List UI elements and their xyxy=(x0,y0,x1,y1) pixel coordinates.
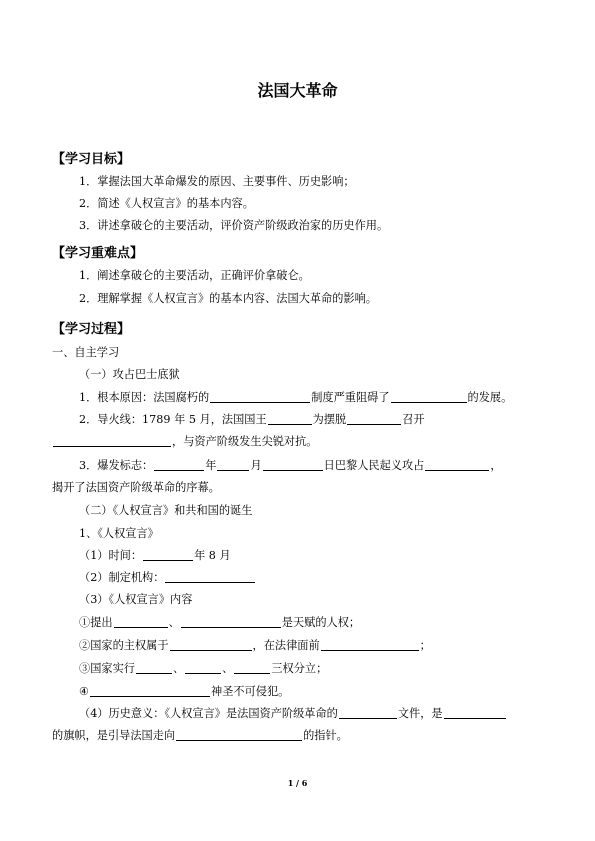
fill-blank[interactable] xyxy=(263,459,323,471)
significance-line-cont: 的旗帜，是引导法国走向 的指针。 xyxy=(52,729,348,742)
content-item-2: ②国家的主权属于 ，在法律面前 ； xyxy=(79,639,431,652)
page-title: 法国大革命 xyxy=(257,81,338,100)
question-3-cont: 揭开了法国资产阶级革命的序幕。 xyxy=(52,481,220,494)
goal-item: 3．讲述拿破仑的主要活动，评价资产阶级政治家的历史作用。 xyxy=(79,219,389,232)
fill-blank[interactable] xyxy=(425,459,489,471)
fill-blank[interactable] xyxy=(339,707,397,719)
fill-blank[interactable] xyxy=(154,459,204,471)
page-number: 1 / 6 xyxy=(287,778,308,788)
fill-blank[interactable] xyxy=(90,685,210,697)
content-heading: （3）《人权宣言》内容 xyxy=(79,593,193,606)
goal-item: 1．掌握法国大革命爆发的原因、主要事件、历史影响； xyxy=(79,175,355,188)
content-item-4: ④ 神圣不可侵犯。 xyxy=(79,685,290,698)
fill-blank[interactable] xyxy=(165,571,255,583)
fill-blank[interactable] xyxy=(444,707,506,719)
fill-blank[interactable] xyxy=(391,391,467,403)
goal-item: 2．简述《人权宣言》的基本内容。 xyxy=(79,197,254,210)
fill-blank[interactable] xyxy=(210,391,310,403)
content-item-1: ①提出 、 是天赋的人权； xyxy=(79,616,361,629)
subsection-heading: （二）《人权宣言》和共和国的诞生 xyxy=(79,504,253,517)
fill-blank[interactable] xyxy=(143,549,193,561)
fill-blank[interactable] xyxy=(347,413,401,425)
fill-blank[interactable] xyxy=(234,662,270,674)
keypoint-item: 2．理解掌握《人权宣言》的基本内容、法国大革命的影响。 xyxy=(79,292,377,305)
fill-blank[interactable] xyxy=(136,662,172,674)
fill-blank[interactable] xyxy=(185,662,221,674)
section-goals-heading: 【学习目标】 xyxy=(52,152,131,167)
fill-blank[interactable] xyxy=(268,413,312,425)
question-2: 2．导火线：1789 年 5 月，法国国王 为摆脱 召开 xyxy=(79,413,425,426)
section-keypoints-heading: 【学习重难点】 xyxy=(52,246,144,261)
fill-blank[interactable] xyxy=(53,435,171,447)
fill-blank[interactable] xyxy=(170,639,252,651)
org-line: （2）制定机构： xyxy=(79,571,256,585)
fill-blank[interactable] xyxy=(181,616,281,628)
question-1: 1．根本原因：法国腐朽的 制度严重阻碍了 的发展。 xyxy=(79,391,513,404)
section-process-heading: 【学习过程】 xyxy=(52,322,131,337)
content-item-3: ③国家实行 、 、 三权分立； xyxy=(79,662,328,675)
fill-blank[interactable] xyxy=(217,459,249,471)
significance-line: （4）历史意义：《人权宣言》是法国资产阶级革命的 文件，是 xyxy=(79,707,507,721)
item-heading: 1、《人权宣言》 xyxy=(79,527,159,540)
fill-blank[interactable] xyxy=(114,616,168,628)
question-3: 3．爆发标志： 年 月 日巴黎人民起义攻占 ， xyxy=(79,459,502,472)
subsection-heading: （一）攻占巴士底狱 xyxy=(79,368,180,381)
keypoint-item: 1．阐述拿破仑的主要活动，正确评价拿破仑。 xyxy=(79,269,310,282)
question-2-cont: ，与资产阶级发生尖锐对抗。 xyxy=(52,435,317,449)
part-heading: 一、自主学习 xyxy=(52,346,120,359)
fill-blank[interactable] xyxy=(321,639,419,651)
time-line: （1）时间： 年 8 月 xyxy=(79,549,231,562)
fill-blank[interactable] xyxy=(176,729,302,741)
